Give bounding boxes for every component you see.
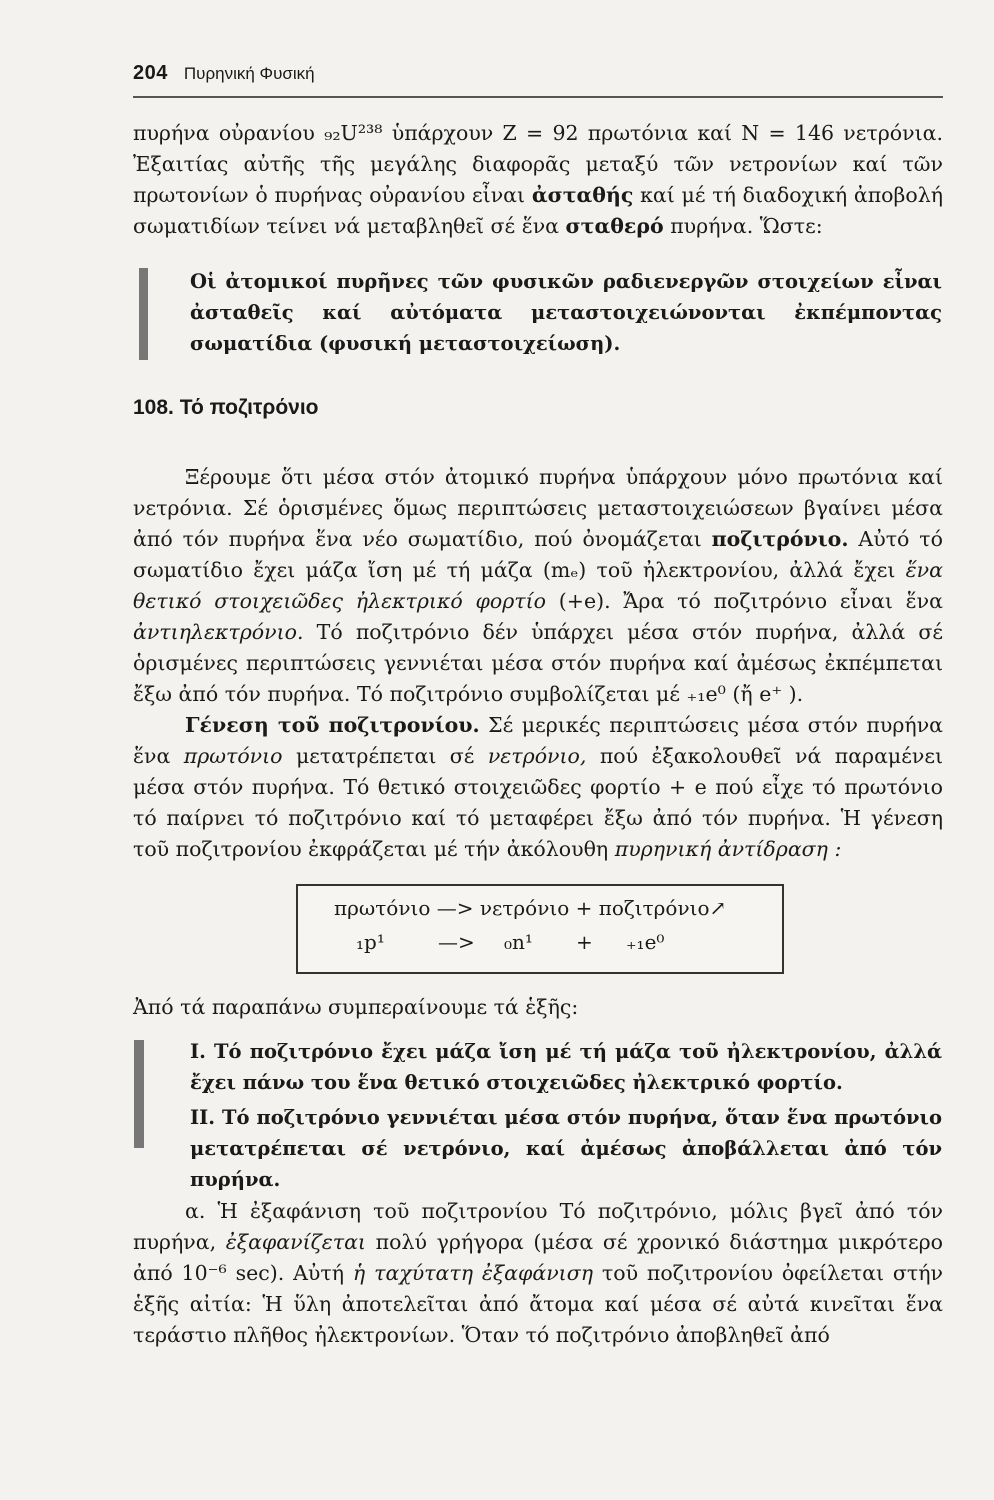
highlight-bar-2 bbox=[134, 1040, 144, 1148]
reaction-equation-box bbox=[296, 884, 784, 974]
conclusion-ii: II. Τό ποζιτρόνιο γεννιέται μέσα στόν πυρήνα, ὅταν ἕνα πρωτόνιο μετατρέπεται σέ νετρόνιο, καί ἀμέσως ἀποβάλλεται ἀπό τόν πυρήνα. bbox=[190, 1106, 942, 1191]
italic-term-vanishes: ἐξαφανίζεται bbox=[225, 1230, 366, 1254]
final-text-2: πολύ γρήγορα (μέσα σέ χρονικό διάστημα μικρότερο ἀπό 10⁻⁶ sec). Αὐτή bbox=[133, 1230, 943, 1285]
section-body bbox=[133, 462, 943, 865]
highlight-bar bbox=[139, 268, 148, 360]
italic-term-neutron: νετρόνιο, bbox=[487, 744, 587, 768]
equation-symbol-proton: ₁p¹ bbox=[356, 930, 385, 954]
italic-phrase-rapid-vanishing: ἡ ταχύτατη ἐξαφάνιση bbox=[352, 1261, 593, 1285]
section-heading: 108. Τό ποζιτρόνιο bbox=[133, 396, 319, 419]
intro-text: πυρήνα οὐρανίου ₉₂U²³⁸ ὑπάρχουν Z = 92 πρωτόνια καί N = 146 νετρόνια. Ἐξαιτίας αὐτῆς τῆς μεγάλης διαφορᾶς μεταξύ τῶν νετρονίων καί τῶν πρωτονίων ὁ πυρήνας οὐρανίου εἶναι bbox=[133, 121, 943, 207]
italic-term-antielectron: ἀντιηλεκτρόνιο. bbox=[133, 620, 304, 644]
intro-text-2: καί μέ τή διαδοχική ἀποβολή σωματιδίων τείνει νά μεταβληθεῖ σέ ἕνα bbox=[133, 183, 943, 238]
intro-text-3: πυρήνα. Ὥστε: bbox=[670, 214, 823, 238]
bold-term-stable: σταθερό bbox=[565, 214, 664, 238]
italic-term-reaction: πυρηνική ἀντίδραση : bbox=[614, 837, 842, 861]
bold-term-positron: ποζιτρόνιο. bbox=[711, 527, 849, 551]
bold-term-unstable: ἀσταθής bbox=[531, 183, 634, 207]
body-text-4: Τό ποζιτρόνιο δέν ὑπάρχει μέσα στόν πυρήνα, ἀλλά σέ ὁρισμένες περιπτώσεις γεννιέται μέσα στόν πυρήνα καί ἀμέσως ἐκπέμπεται ἔξω ἀπό τόν πυρήνα. Τό ποζιτρόνιο συμβολίζεται μέ ₊₁e⁰ (ἤ e⁺ ). bbox=[133, 620, 943, 706]
equation-words: πρωτόνιο —> νετρόνιο + ποζιτρόνιο↗ bbox=[334, 896, 727, 920]
body-text-5: Σέ μερικές περιπτώσεις μέσα στόν πυρήνα ἕνα bbox=[133, 713, 943, 768]
italic-phrase-charge: ἕνα θετικό στοιχειῶδες ἠλεκτρικό φορτίο bbox=[133, 558, 943, 613]
equation-plus: + bbox=[576, 930, 593, 954]
equation-symbol-neutron: ₀n¹ bbox=[504, 930, 533, 954]
body-text-6: μετατρέπεται σέ bbox=[295, 744, 475, 768]
final-paragraph bbox=[133, 1196, 943, 1351]
equation-symbol-positron: ₊₁e⁰ bbox=[626, 930, 665, 954]
body-text: Ξέρουμε ὅτι μέσα στόν ἀτομικό πυρήνα ὑπάρχουν μόνο πρωτόνια καί νετρόνια. Σέ ὁρισμένες ὅμως περιπτώσεις μεταστοιχειώσεων βγαίνει μέσα ἀπό τόν πυρήνα ἕνα νέο σωματίδιο, πού ὀνομάζεται bbox=[133, 465, 943, 551]
page-number: 204 bbox=[133, 62, 168, 84]
italic-term-proton: πρωτόνιο bbox=[183, 744, 283, 768]
bold-subheading-genesis: Γένεση τοῦ ποζιτρονίου. bbox=[185, 713, 480, 737]
body-text-3: (+e). Ἄρα τό ποζιτρόνιο εἶναι ἕνα bbox=[558, 589, 943, 613]
final-text: α. Ἡ ἐξαφάνιση τοῦ ποζιτρονίου Τό ποζιτρόνιο, μόλις βγεῖ ἀπό τόν πυρήνα, bbox=[133, 1199, 943, 1254]
body-text-7: πού ἐξακολουθεῖ νά παραμένει μέσα στόν πυρήνα. Τό θετικό στοιχειῶδες φορτίο + e πού εἶχε τό πρωτόνιο τό παίρνει τό ποζιτρόνιο καί τό μεταφέρει ἔξω ἀπό τόν πυρήνα. Ἡ γένεση τοῦ ποζιτρονίου ἐκφράζεται μέ τήν ἀκόλουθη bbox=[133, 744, 943, 861]
conclusions-lead: Ἀπό τά παραπάνω συμπεραίνουμε τά ἑξῆς: bbox=[133, 995, 579, 1019]
boxed-statement: Οἱ ἀτομικοί πυρῆνες τῶν φυσικῶν ραδιενεργῶν στοιχείων εἶναι ἀσταθεῖς καί αὐτόματα μεταστοιχειώνονται ἐκπέμποντας σωματίδια (φυσική μεταστοιχείωση). bbox=[190, 270, 942, 355]
final-text-3: τοῦ ποζιτρονίου ὀφείλεται στήν ἑξῆς αἰτία: Ἡ ὕλη ἀποτελεῖται ἀπό ἄτομα καί μέσα σέ αὐτά κινεῖται ἕνα τεράστιο πλῆθος ἠλεκτρονίων. Ὅταν τό ποζιτρόνιο ἀποβληθεῖ ἀπό bbox=[133, 1261, 943, 1347]
conclusion-i: I. Τό ποζιτρόνιο ἔχει μάζα ἴση μέ τή μάζα τοῦ ἠλεκτρονίου, ἀλλά ἔχει πάνω του ἕνα θετικό στοιχειῶδες ἠλεκτρικό φορτίο. bbox=[190, 1040, 942, 1094]
chapter-title: Πυρηνική Φυσική bbox=[183, 64, 315, 83]
running-header bbox=[133, 62, 943, 98]
intro-paragraph bbox=[133, 118, 943, 242]
equation-arrow: —> bbox=[438, 930, 475, 954]
body-text-2: Αὐτό τό σωματίδιο ἔχει μάζα ἴση μέ τή μάζα (mₑ) τοῦ ἠλεκτρονίου, ἀλλά ἔχει bbox=[133, 527, 943, 582]
